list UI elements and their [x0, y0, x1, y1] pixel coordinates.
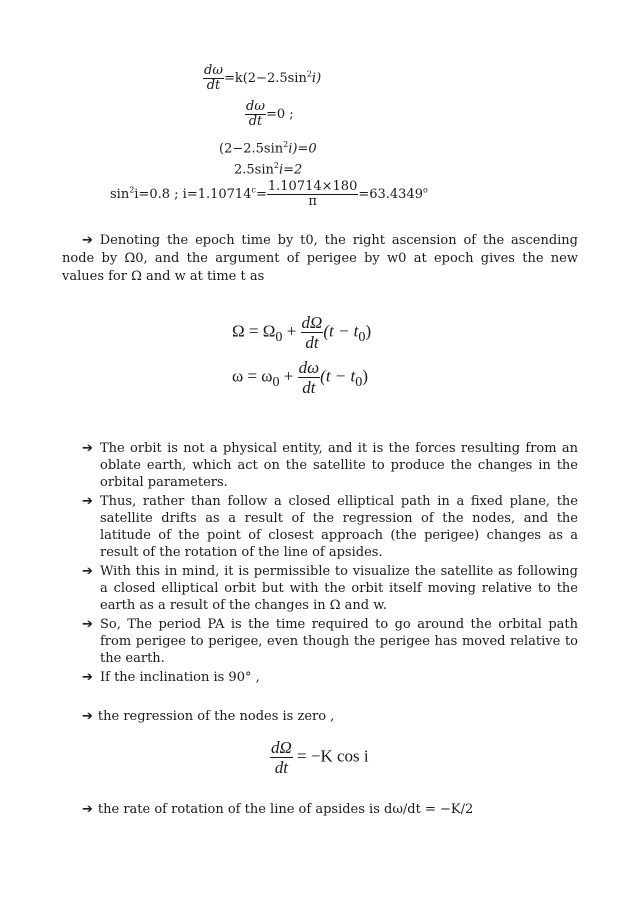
superscript: 2 — [129, 185, 135, 195]
list-item-text: the regression of the nodes is zero , — [97, 709, 335, 724]
tail: i) — [311, 71, 322, 86]
equation-factor-zero — [219, 140, 317, 156]
denominator: π — [308, 194, 317, 209]
arrow-icon: ➔ — [82, 441, 93, 456]
fraction — [203, 64, 224, 93]
tail: i)=0 — [288, 141, 317, 157]
denominator: dt — [248, 114, 263, 129]
subscript: 0 — [358, 328, 366, 345]
subscript: 0 — [275, 328, 283, 345]
lhs: ω = ω — [232, 366, 273, 386]
equation-sin-squared — [234, 161, 302, 177]
numerator: dΩ — [301, 313, 323, 332]
numerator: dω — [204, 63, 223, 78]
superscript: 2 — [283, 140, 289, 149]
subscript: 0 — [272, 373, 280, 390]
formula-omega-small — [232, 358, 368, 397]
list-item — [82, 563, 578, 614]
lhs: Ω = Ω — [232, 321, 276, 341]
list-item-regression — [82, 708, 334, 725]
arrow-icon: ➔ — [82, 564, 93, 579]
list-item — [82, 440, 578, 491]
equals: = — [255, 187, 267, 202]
list-item — [82, 493, 578, 561]
paragraph-epoch — [62, 232, 578, 286]
rhs: (t − t — [323, 321, 359, 341]
list-item-apsides — [82, 801, 473, 818]
arrow-icon: ➔ — [82, 670, 93, 685]
bullet-list — [82, 440, 578, 688]
list-item-text: So, The period PA is the time required to go around the orbital path from perigee to perigee, even though the perigee has moved relative to the earth. — [100, 617, 578, 666]
list-item-text: With this in mind, it is permissible to visualize the satellite as following a closed elliptical orbit but with the orbit itself moving relative to the earth as a result of the changes in Ω and w. — [100, 564, 578, 613]
list-item — [82, 616, 578, 667]
plus: + — [282, 321, 301, 341]
close: ) — [365, 321, 372, 341]
formula-regression — [270, 738, 369, 777]
superscript: 2 — [306, 69, 312, 79]
plus: + — [279, 366, 298, 386]
rhs: = −K cos i — [292, 746, 369, 766]
fraction — [298, 358, 321, 397]
arrow-icon: ➔ — [82, 494, 93, 509]
equation-derivative-zero — [245, 100, 294, 129]
arrow-icon: ➔ — [82, 233, 93, 248]
list-item-text: the rate of rotation of the line of apsides is dω/dt = −K/2 — [97, 802, 474, 817]
lhs: 2.5sin — [234, 162, 274, 178]
equation-inclination-result — [110, 180, 428, 209]
close: ) — [362, 366, 368, 386]
rhs: =k(2−2.5sin — [223, 71, 307, 86]
formula-omega-capital — [232, 313, 371, 352]
list-item-text: If the inclination is 90° , — [100, 670, 260, 685]
superscript: o — [423, 185, 428, 195]
denominator: dt — [305, 333, 319, 352]
denominator: dt — [206, 78, 221, 93]
numerator: dω — [298, 358, 320, 377]
denominator: dt — [274, 758, 289, 777]
fraction — [301, 313, 324, 352]
numerator: 1.10714×180 — [267, 179, 358, 194]
arrow-icon: ➔ — [82, 617, 93, 632]
lhs: (2−2.5sin — [219, 141, 284, 157]
numerator: dΩ — [271, 738, 292, 757]
fraction — [245, 100, 266, 129]
numerator: dω — [246, 99, 265, 114]
list-item — [82, 669, 578, 686]
equation-derivative-omega — [203, 64, 321, 93]
rhs: =0 ; — [265, 107, 294, 122]
arrow-icon: ➔ — [82, 802, 93, 817]
list-item-text: Thus, rather than follow a closed elliptical path in a fixed plane, the satellite drifts as a result of the regression of the nodes, and the latitude of the point of closest approach (the perigee) changes as a result of the rotation of the line of apsides. — [100, 494, 578, 560]
tail: i=2 — [278, 162, 303, 178]
rhs: =63.4349 — [358, 187, 423, 202]
rhs: (t − t — [320, 366, 356, 386]
arrow-icon: ➔ — [82, 709, 93, 724]
list-item-text: The orbit is not a physical entity, and it is the forces resulting from an oblate earth, which act on the satellite to produce the changes in the orbital parameters. — [100, 441, 578, 490]
fraction — [270, 738, 293, 777]
superscript: c — [251, 185, 256, 195]
mid: i=0.8 ; i=1.10714 — [134, 187, 252, 202]
fraction — [267, 180, 358, 209]
paragraph-text: Denoting the epoch time by t0, the right ascension of the ascending node by Ω0, and the argument of perigee by w0 at epoch gives the new values for Ω and w at time t as — [62, 233, 578, 284]
subscript: 0 — [355, 373, 363, 390]
denominator: dt — [302, 378, 316, 397]
pre: sin — [110, 187, 130, 202]
superscript: 2 — [273, 161, 279, 170]
